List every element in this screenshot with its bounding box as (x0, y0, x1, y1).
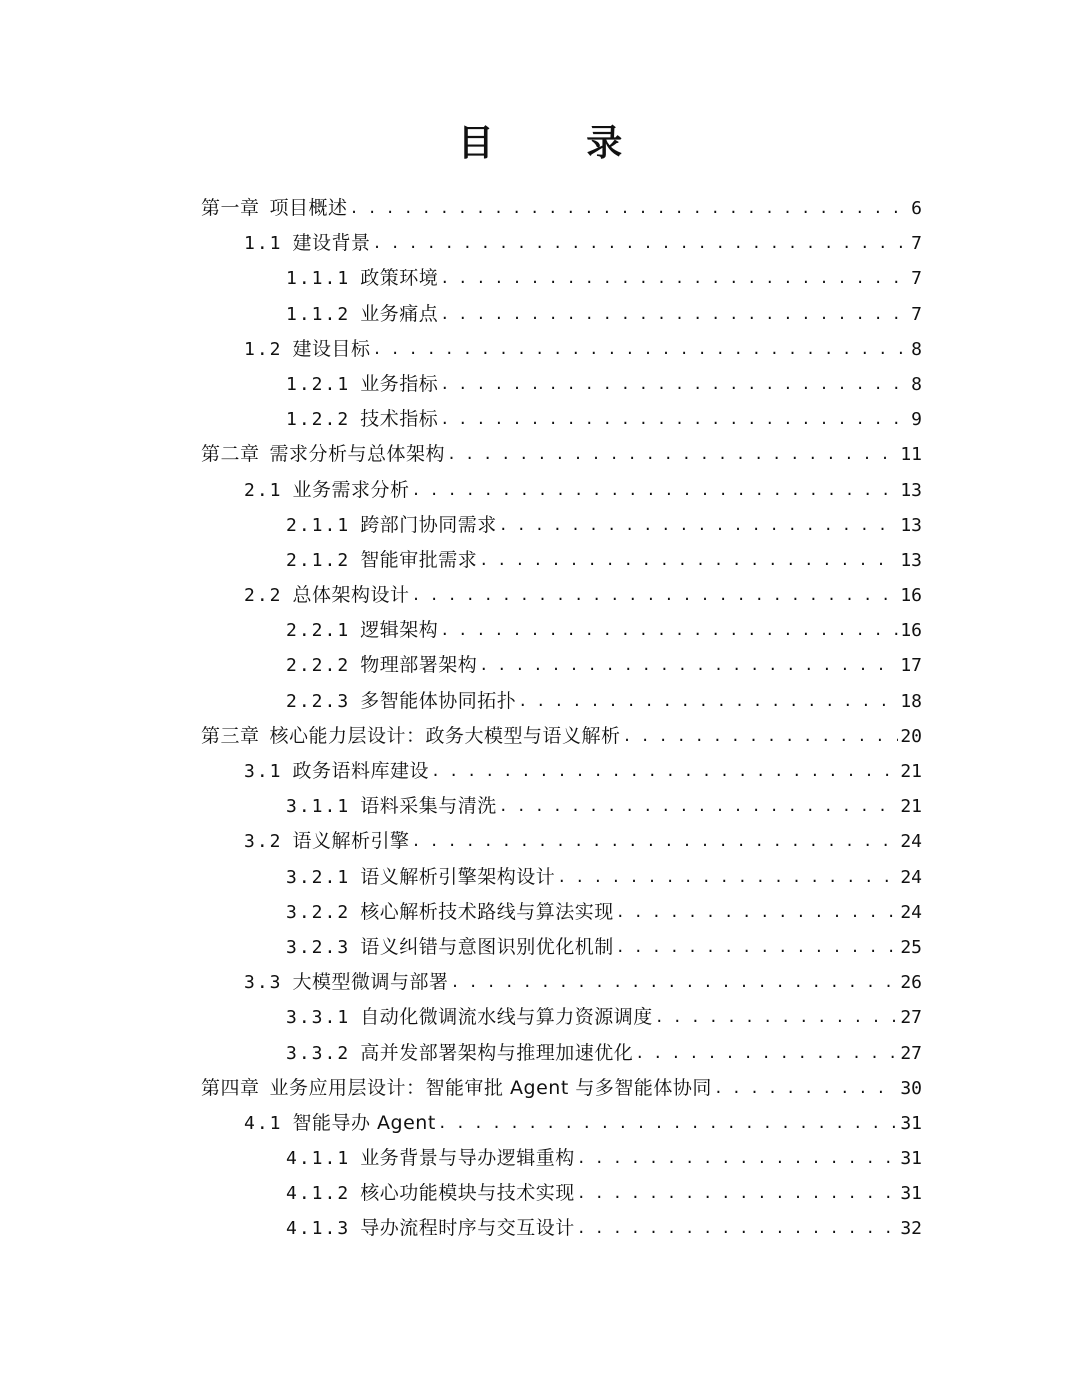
toc-entry-label: 跨部门协同需求 (360, 513, 497, 536)
toc-entry-level-3[interactable] (0, 1176, 1080, 1211)
toc-entry-number: 2.1.2 (286, 549, 351, 571)
toc-dot-leader (350, 190, 908, 225)
toc-entry-label: 逻辑架构 (360, 619, 439, 642)
toc-entry-page-number: 11 (900, 444, 922, 466)
toc-entry-label: 智能导办 Agent (292, 1111, 436, 1134)
toc-entry-level-3[interactable] (0, 1141, 1080, 1176)
toc-entry-label: 语义纠错与意图识别优化机制 (360, 935, 614, 958)
toc-entry-number: 第一章 (201, 197, 260, 219)
toc-dot-leader (499, 507, 899, 542)
toc-dot-leader (616, 894, 899, 929)
toc-entry-label: 建设目标 (292, 337, 371, 360)
toc-entry-label: 政策环境 (360, 267, 439, 290)
toc-dot-leader (557, 859, 898, 894)
toc-entry-number: 2.2 (244, 585, 283, 607)
toc-entry-number: 4.1.2 (286, 1183, 351, 1205)
toc-entry-label: 政务语料库建设 (292, 760, 430, 782)
toc-entry-label: 核心功能模块与技术实现 (360, 1182, 575, 1205)
toc-entry-level-3[interactable] (0, 613, 1080, 648)
toc-entry-level-2[interactable] (0, 965, 1080, 1000)
toc-entry-label: 需求分析与总体架构 (269, 443, 446, 466)
table-of-contents (0, 191, 1080, 1247)
toc-entry-level-3[interactable] (0, 508, 1080, 543)
toc-entry-page-number: 18 (900, 690, 922, 712)
toc-entry-label: 导办流程时序与交互设计 (360, 1217, 575, 1240)
toc-entry-number: 3.2 (244, 831, 283, 853)
toc-entry-label: 智能审批需求 (360, 548, 478, 571)
toc-dot-leader (412, 472, 899, 507)
toc-entry-page-number: 21 (900, 796, 922, 818)
toc-dot-leader (577, 1140, 899, 1175)
toc-entry-page-number: 16 (900, 585, 922, 607)
toc-entry-level-3[interactable] (0, 684, 1080, 719)
toc-entry-number: 3.2.1 (286, 866, 351, 888)
toc-dot-leader (518, 683, 898, 718)
toc-entry-page-number: 7 (911, 233, 922, 255)
toc-entry-level-2[interactable] (0, 824, 1080, 859)
toc-dot-leader (655, 999, 899, 1034)
toc-entry-number: 1.2.1 (286, 373, 351, 395)
toc-entry-level-3[interactable] (0, 297, 1080, 332)
toc-dot-leader (440, 401, 908, 436)
toc-dot-leader (373, 225, 908, 260)
toc-dot-leader (616, 929, 899, 964)
toc-entry-page-number: 24 (900, 866, 922, 888)
toc-entry-page-number: 24 (900, 901, 922, 923)
toc-entry-page-number: 24 (900, 831, 922, 853)
toc-entry-page-number: 21 (900, 761, 922, 782)
toc-dot-leader (412, 577, 899, 612)
toc-entry-page-number: 30 (900, 1077, 922, 1099)
toc-dot-leader (577, 1210, 899, 1245)
toc-entry-label: 大模型微调与部署 (292, 971, 449, 994)
toc-entry-level-3[interactable] (0, 930, 1080, 965)
toc-entry-level-3[interactable] (0, 402, 1080, 437)
toc-entry-page-number: 17 (900, 655, 922, 677)
toc-entry-label: 自动化微调流水线与算力资源调度 (360, 1006, 653, 1029)
toc-entry-number: 2.2.1 (286, 620, 351, 642)
toc-entry-number: 第三章 (201, 724, 260, 747)
toc-entry-page-number: 13 (900, 549, 922, 571)
toc-dot-leader (440, 260, 908, 295)
toc-entry-number: 3.2.2 (286, 901, 351, 923)
toc-entry-level-3[interactable] (0, 860, 1080, 895)
toc-entry-number: 第四章 (201, 1076, 260, 1099)
toc-entry-level-3[interactable] (0, 367, 1080, 402)
toc-entry-label: 业务痛点 (360, 302, 439, 325)
toc-entry-page-number: 32 (900, 1218, 922, 1240)
toc-entry-level-3[interactable] (0, 1000, 1080, 1035)
toc-dot-leader (440, 612, 898, 647)
toc-entry-level-2[interactable] (0, 754, 1080, 789)
toc-entry-number: 4.1.1 (286, 1148, 351, 1170)
toc-entry-page-number: 27 (900, 1042, 922, 1064)
toc-entry-label: 物理部署架构 (360, 654, 478, 677)
toc-entry-page-number: 13 (900, 514, 922, 536)
toc-entry-label: 业务背景与导办逻辑重构 (360, 1147, 575, 1170)
toc-dot-leader (479, 542, 898, 577)
toc-entry-label: 核心能力层设计：政务大模型与语义解析 (269, 724, 621, 747)
toc-entry-page-number: 9 (911, 409, 922, 431)
toc-dot-leader (412, 823, 899, 858)
toc-entry-label: 业务指标 (360, 372, 439, 395)
toc-entry-number: 3.3.1 (286, 1007, 351, 1029)
toc-dot-leader (479, 647, 898, 682)
toc-entry-level-2[interactable] (0, 578, 1080, 613)
toc-entry-level-3[interactable] (0, 1211, 1080, 1246)
toc-entry-number: 4.1.3 (286, 1218, 351, 1240)
toc-entry-label: 核心解析技术路线与算法实现 (360, 900, 614, 923)
toc-entry-page-number: 27 (900, 1007, 922, 1029)
toc-entry-number: 1.1.1 (286, 268, 351, 290)
toc-entry-level-3[interactable] (0, 895, 1080, 930)
toc-entry-level-3[interactable] (0, 1036, 1080, 1071)
page-title: 目 录 (457, 123, 663, 164)
toc-entry-number: 1.2.2 (286, 409, 351, 431)
toc-entry-level-2[interactable] (0, 1106, 1080, 1141)
toc-entry-level-2[interactable] (0, 226, 1080, 261)
toc-dot-leader (451, 964, 899, 999)
toc-entry-label: 多智能体协同拓扑 (360, 689, 517, 712)
toc-entry-page-number: 8 (911, 373, 922, 395)
toc-dot-leader (623, 718, 899, 753)
toc-entry-page-number: 6 (911, 198, 922, 219)
toc-dot-leader (440, 296, 908, 331)
toc-entry-number: 1.1 (244, 233, 283, 255)
toc-entry-number: 2.1.1 (286, 514, 351, 536)
toc-dot-leader (714, 1070, 898, 1105)
toc-entry-page-number: 7 (911, 268, 922, 290)
toc-entry-page-number: 20 (900, 725, 922, 747)
toc-entry-page-number: 31 (900, 1183, 922, 1205)
toc-entry-label: 建设背景 (292, 232, 371, 255)
toc-entry-level-3[interactable] (0, 543, 1080, 578)
toc-dot-leader (499, 788, 899, 823)
toc-entry-page-number: 8 (911, 338, 922, 360)
toc-entry-page-number: 16 (900, 620, 922, 642)
toc-entry-page-number: 31 (900, 1148, 922, 1170)
toc-entry-number: 3.3 (244, 972, 283, 994)
toc-entry-number: 2.2.2 (286, 655, 351, 677)
toc-entry-number: 第二章 (201, 443, 260, 466)
toc-entry-number: 3.3.2 (286, 1042, 351, 1064)
toc-entry-label: 语义解析引擎 (292, 830, 410, 853)
toc-entry-number: 4.1 (244, 1112, 283, 1134)
toc-entry-page-number: 7 (911, 303, 922, 325)
toc-entry-label: 业务应用层设计：智能审批 Agent 与多智能体协同 (269, 1076, 712, 1099)
toc-entry-number: 3.1 (244, 761, 283, 782)
toc-entry-label: 项目概述 (269, 197, 348, 219)
toc-entry-label: 总体架构设计 (292, 584, 410, 607)
toc-entry-level-1[interactable] (0, 719, 1080, 754)
toc-entry-label: 技术指标 (360, 408, 439, 431)
toc-entry-page-number: 13 (900, 479, 922, 501)
toc-entry-label: 语义解析引擎架构设计 (360, 865, 556, 888)
toc-entry-level-3[interactable] (0, 789, 1080, 824)
toc-dot-leader (635, 1035, 898, 1070)
toc-entry-page-number: 25 (900, 936, 922, 958)
toc-entry-number: 2.2.3 (286, 690, 351, 712)
toc-entry-number: 3.2.3 (286, 936, 351, 958)
toc-entry-level-1[interactable] (0, 437, 1080, 472)
toc-entry-number: 2.1 (244, 479, 283, 501)
toc-entry-page-number: 26 (900, 972, 922, 994)
toc-entry-page-number: 31 (900, 1112, 922, 1134)
toc-dot-leader (373, 331, 908, 366)
toc-entry-level-1[interactable] (0, 191, 1080, 226)
toc-entry-level-3[interactable] (0, 261, 1080, 296)
toc-entry-label: 业务需求分析 (292, 478, 410, 501)
toc-entry-level-2[interactable] (0, 332, 1080, 367)
toc-entry-level-3[interactable] (0, 648, 1080, 683)
toc-dot-leader (438, 1105, 899, 1140)
toc-dot-leader (447, 436, 898, 471)
toc-entry-label: 语料采集与清洗 (360, 795, 497, 818)
toc-dot-leader (431, 753, 898, 788)
toc-entry-level-1[interactable] (0, 1071, 1080, 1106)
toc-dot-leader (577, 1175, 899, 1210)
toc-entry-number: 1.2 (244, 338, 283, 360)
toc-entry-level-2[interactable] (0, 473, 1080, 508)
toc-entry-number: 1.1.2 (286, 303, 351, 325)
toc-dot-leader (440, 366, 908, 401)
toc-entry-number: 3.1.1 (286, 796, 351, 818)
toc-entry-label: 高并发部署架构与推理加速优化 (360, 1041, 634, 1064)
